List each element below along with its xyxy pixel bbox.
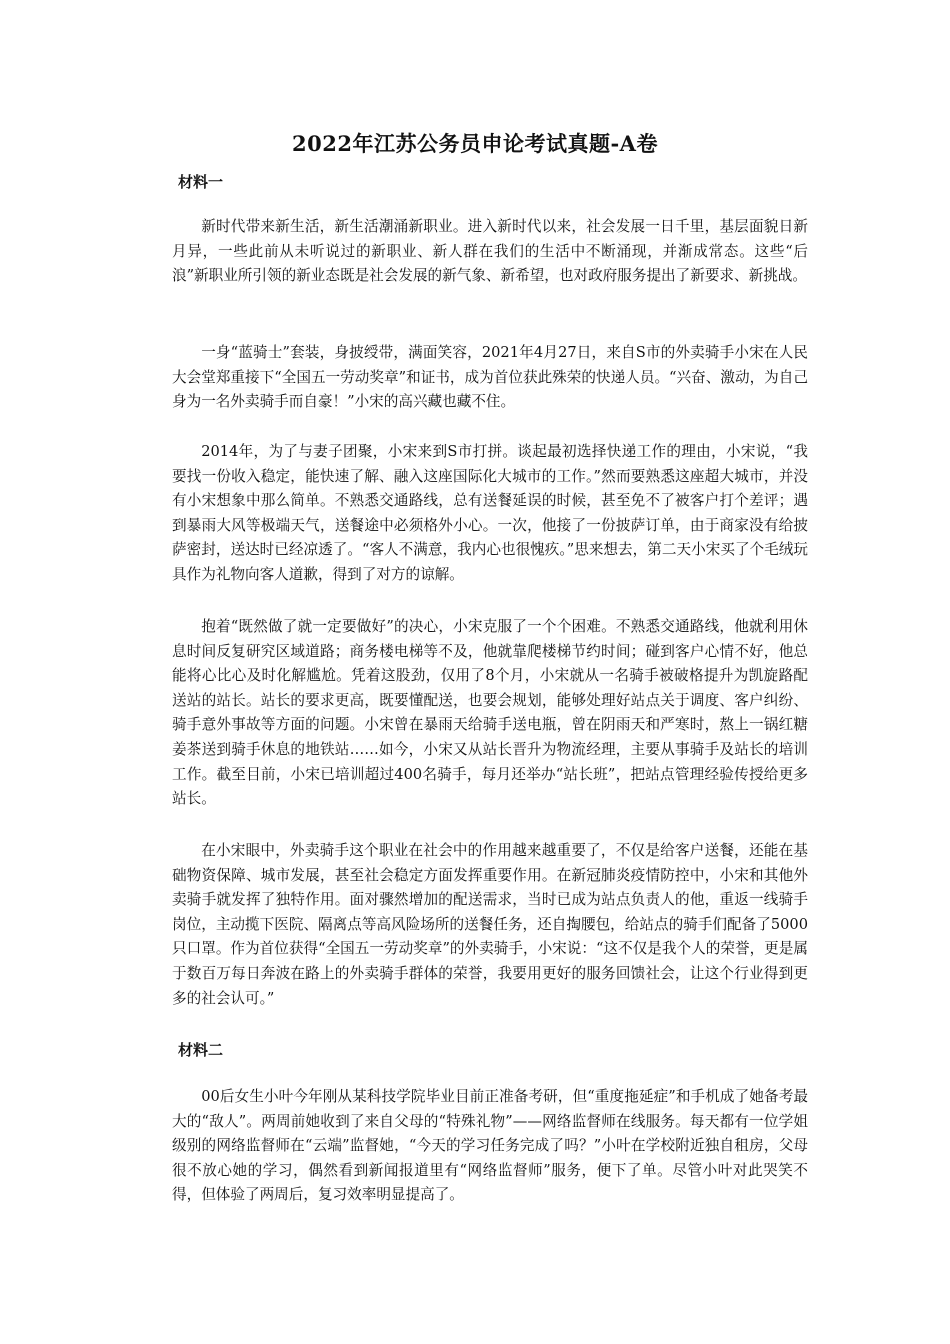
- document-title: 2022年江苏公务员申论考试真题-A卷: [292, 131, 658, 156]
- section-heading-material-1: 材料一: [178, 173, 224, 191]
- paragraph-1-2: 一身“蓝骑士”套装，身披绶带，满面笑容，2021年4月27日，来自S市的外卖骑手小宋在人民大会堂郑重接下“全国五一劳动奖章”和证书，成为首位获此殊荣的快递人员。“兴奋、激动，为自己身为一名外卖骑手而自豪！”小宋的高兴藏也藏不住。: [172, 344, 808, 411]
- paragraph-1-3: 2014年，为了与妻子团聚，小宋来到S市打拼。谈起最初选择快递工作的理由，小宋说，“我要找一份收入稳定，能快速了解、融入这座国际化大城市的工作。”然而要熟悉这座超大城市，并没有小宋想象中那么简单。不熟悉交通路线，总有送餐延误的时候，甚至免不了被客户打个差评；遇到暴雨大风等极端天气，送餐途中必须格外小心。一次，他接了一份披萨订单，由于商家没有给披萨密封，送达时已经凉透了。“客人不满意，我内心也很愧疚。”思来想去，第二天小宋买了个毛绒玩具作为礼物向客人道歉，得到了对方的谅解。: [172, 443, 808, 583]
- paragraph-2-1: 00后女生小叶今年刚从某科技学院毕业目前正准备考研，但“重度拖延症”和手机成了她备考最大的“敌人”。两周前她收到了来自父母的“特殊礼物”——网络监督师在线服务。每天都有一位学姐级别的网络监督师在“云端”监督她，“今天的学习任务完成了吗？”小叶在学校附近独自租房，父母很不放心她的学习，偶然看到新闻报道里有“网络监督师”服务，便下了单。尽管小叶对此哭笑不得，但体验了两周后，复习效率明显提高了。: [172, 1088, 808, 1204]
- section-heading-material-2: 材料二: [178, 1041, 224, 1059]
- paragraph-1-5: 在小宋眼中，外卖骑手这个职业在社会中的作用越来越重要了，不仅是给客户送餐，还能在基础物资保障、城市发展，甚至社会稳定方面发挥重要作用。在新冠肺炎疫情防控中，小宋和其他外卖骑手就发挥了独特作用。面对骤然增加的配送需求，当时已成为站点负责人的他，重返一线骑手岗位，主动揽下医院、隔离点等高风险场所的送餐任务，还自掏腰包，给站点的骑手们配备了5000只口罩。作为首位获得“全国五一劳动奖章”的外卖骑手，小宋说：“这不仅是我个人的荣誉，更是属于数百万每日奔波在路上的外卖骑手群体的荣誉，我要用更好的服务回馈社会，让这个行业得到更多的社会认可。”: [172, 842, 808, 1007]
- paragraph-1-1: 新时代带来新生活，新生活潮涌新职业。进入新时代以来，社会发展一日千里，基层面貌日新月异，一些此前从未听说过的新职业、新人群在我们的生活中不断涌现，并渐成常态。这些“后浪”新职业所引领的新业态既是社会发展的新气象、新希望，也对政府服务提出了新要求、新挑战。: [172, 218, 808, 285]
- paragraph-1-4: 抱着“既然做了就一定要做好”的决心，小宋克服了一个个困难。不熟悉交通路线，他就利用休息时间反复研究区域道路；商务楼电梯等不及，他就靠爬楼梯节约时间；碰到客户心情不好，他总能将心比心及时化解尴尬。凭着这股劲，仅用了8个月，小宋就从一名骑手被破格提升为凯旋路配送站的站长。站长的要求更高，既要懂配送，也要会规划，能够处理好站点关于调度、客户纠纷、骑手意外事故等方面的问题。小宋曾在暴雨天给骑手送电瓶，曾在阴雨天和严寒时，熬上一锅红糖姜茶送到骑手休息的地铁站……如今，小宋又从站长晋升为物流经理，主要从事骑手及站长的培训工作。截至目前，小宋已培训超过400名骑手，每月还举办“站长班”，把站点管理经验传授给更多站长。: [172, 618, 808, 808]
